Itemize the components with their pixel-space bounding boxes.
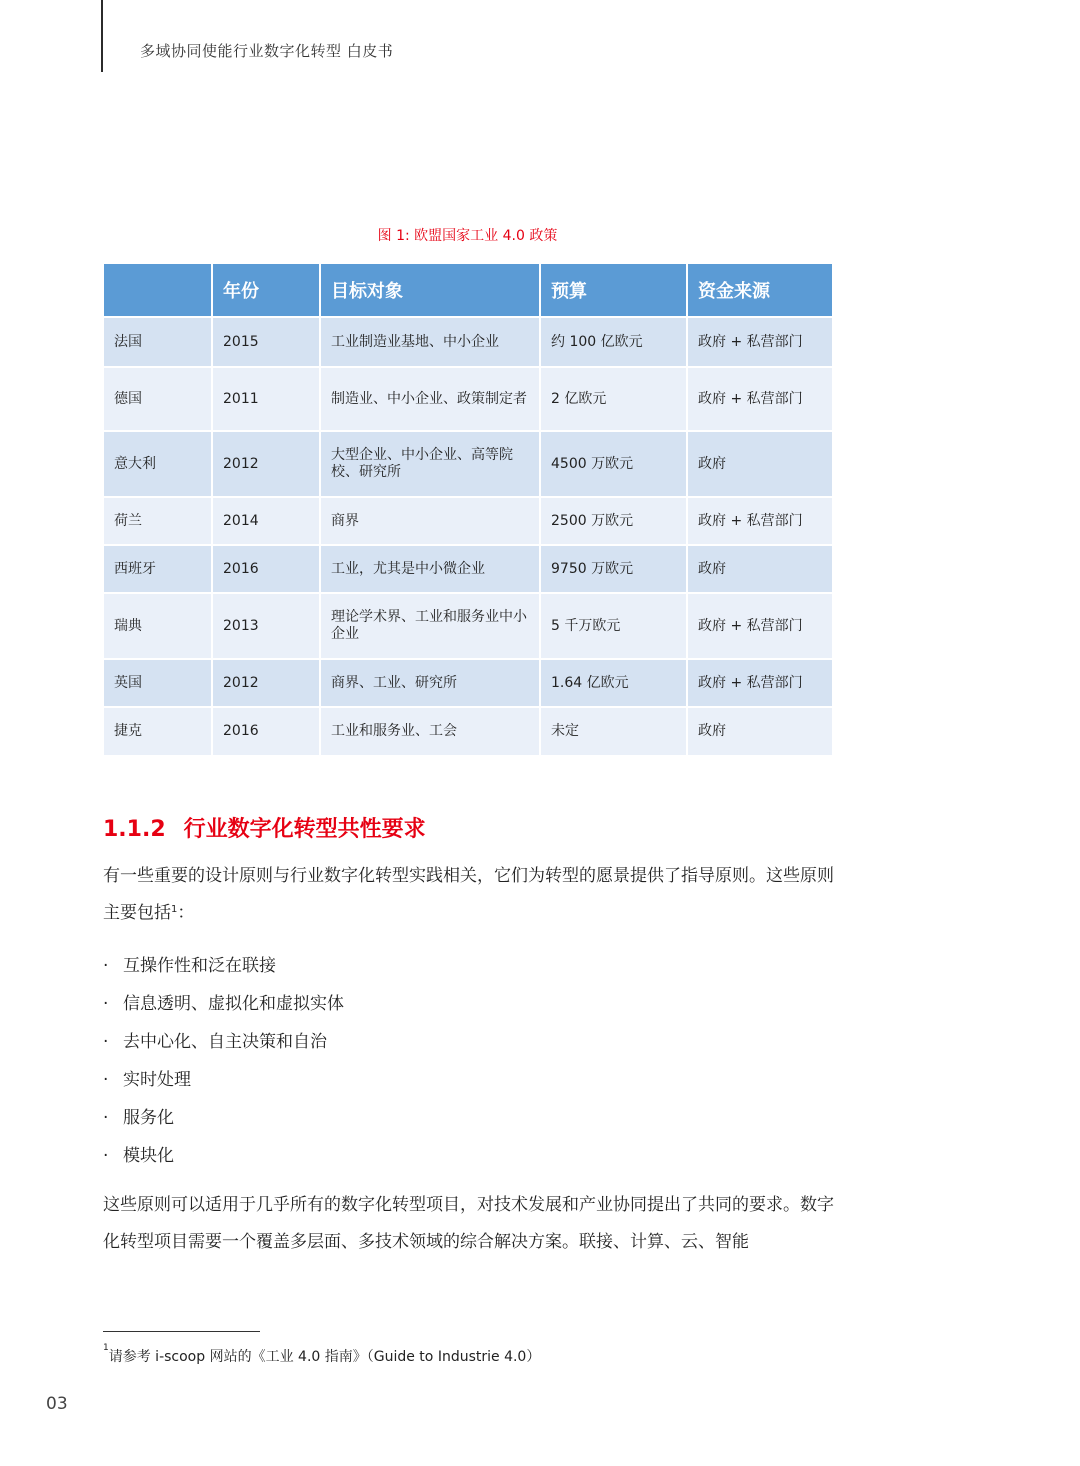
table-cell: 英国 — [104, 659, 212, 707]
bullet-marker: · — [103, 1146, 109, 1166]
intro-paragraph — [103, 858, 843, 932]
table-cell: 2012 — [212, 431, 320, 497]
footnote-marker: 1 — [103, 1343, 109, 1353]
table-cell: 2 亿欧元 — [540, 367, 687, 431]
table-header-cell: 资金来源 — [687, 264, 832, 317]
table-cell: 2016 — [212, 707, 320, 755]
table-cell: 工业制造业基地、中小企业 — [320, 317, 540, 367]
list-item — [103, 1061, 344, 1099]
table-cell: 法国 — [104, 317, 212, 367]
footnote-reference[interactable]: 1 — [171, 904, 178, 915]
table-header-cell — [104, 264, 212, 317]
page-number: 03 — [46, 1394, 68, 1414]
table-cell: 4500 万欧元 — [540, 431, 687, 497]
table-cell: 政府 — [687, 431, 832, 497]
list-item-text: 互操作性和泛在联接 — [123, 956, 276, 976]
bullet-marker: · — [103, 1070, 109, 1090]
table-cell: 商界 — [320, 497, 540, 545]
list-item-text: 实时处理 — [123, 1070, 191, 1090]
table-cell: 瑞典 — [104, 593, 212, 659]
figure-caption: 图 1: 欧盟国家工业 4.0 政策 — [377, 228, 558, 244]
table-cell: 德国 — [104, 367, 212, 431]
footnote-text: 请参考 i-scoop 网站的《工业 4.0 指南》（Guide to Industrie 4.0） — [108, 1349, 541, 1365]
principles-list — [103, 947, 344, 1175]
table-cell: 政府 + 私营部门 — [687, 317, 832, 367]
policy-table — [104, 264, 832, 755]
table-cell: 政府 + 私营部门 — [687, 367, 832, 431]
list-item — [103, 947, 344, 985]
list-item — [103, 1137, 344, 1175]
table-header-cell: 预算 — [540, 264, 687, 317]
list-item — [103, 1099, 344, 1137]
footnote — [103, 1343, 541, 1366]
table-cell: 2015 — [212, 317, 320, 367]
table-cell: 9750 万欧元 — [540, 545, 687, 593]
list-item-text: 去中心化、自主决策和自治 — [123, 1032, 327, 1052]
table-cell: 政府 — [687, 707, 832, 755]
table-cell: 约 100 亿欧元 — [540, 317, 687, 367]
table-cell: 意大利 — [104, 431, 212, 497]
table-row — [104, 431, 832, 497]
table-cell: 2012 — [212, 659, 320, 707]
section-number: 1.1.2 — [103, 817, 166, 842]
table-row — [104, 317, 832, 367]
section-heading — [103, 812, 426, 843]
table-row — [104, 545, 832, 593]
table-cell: 2011 — [212, 367, 320, 431]
table-cell: 捷克 — [104, 707, 212, 755]
table-cell: 荷兰 — [104, 497, 212, 545]
table-row — [104, 707, 832, 755]
bullet-marker: · — [103, 994, 109, 1014]
table-cell: 工业和服务业、工会 — [320, 707, 540, 755]
table-cell: 制造业、中小企业、政策制定者 — [320, 367, 540, 431]
table-header-cell: 目标对象 — [320, 264, 540, 317]
bullet-marker: · — [103, 1032, 109, 1052]
table-header-row — [104, 264, 832, 317]
table-row — [104, 659, 832, 707]
table-cell: 2016 — [212, 545, 320, 593]
table-cell: 商界、工业、研究所 — [320, 659, 540, 707]
table-cell: 政府 + 私营部门 — [687, 593, 832, 659]
footnote-divider — [103, 1331, 260, 1332]
header-title: 多域协同使能行业数字化转型 白皮书 — [140, 42, 394, 60]
intro-text: 有一些重要的设计原则与行业数字化转型实践相关，它们为转型的愿景提供了指导原则。这些原则主要包括 — [103, 866, 834, 923]
intro-end: ： — [177, 903, 195, 923]
table-cell: 工业，尤其是中小微企业 — [320, 545, 540, 593]
table-cell: 理论学术界、工业和服务业中小企业 — [320, 593, 540, 659]
bullet-marker: · — [103, 1108, 109, 1128]
table-cell: 2014 — [212, 497, 320, 545]
table-row — [104, 367, 832, 431]
table-cell: 政府 + 私营部门 — [687, 497, 832, 545]
table-cell: 大型企业、中小企业、高等院校、研究所 — [320, 431, 540, 497]
table-cell: 2500 万欧元 — [540, 497, 687, 545]
table-row — [104, 593, 832, 659]
table-cell: 1.64 亿欧元 — [540, 659, 687, 707]
table-cell: 2013 — [212, 593, 320, 659]
list-item — [103, 1023, 344, 1061]
section-title: 行业数字化转型共性要求 — [183, 817, 426, 842]
table-header-cell: 年份 — [212, 264, 320, 317]
list-item-text: 信息透明、虚拟化和虚拟实体 — [123, 994, 344, 1014]
table-cell: 未定 — [540, 707, 687, 755]
closing-paragraph: 这些原则可以适用于几乎所有的数字化转型项目，对技术发展和产业协同提出了共同的要求。数字化转型项目需要一个覆盖多层面、多技术领域的综合解决方案。联接、计算、云、智能 — [103, 1195, 834, 1252]
table-row — [104, 497, 832, 545]
table-cell: 5 千万欧元 — [540, 593, 687, 659]
list-item — [103, 985, 344, 1023]
list-item-text: 服务化 — [123, 1108, 174, 1128]
header-rule — [101, 0, 103, 72]
table-cell: 政府 — [687, 545, 832, 593]
list-item-text: 模块化 — [123, 1146, 174, 1166]
bullet-marker: · — [103, 956, 109, 976]
table-cell: 政府 + 私营部门 — [687, 659, 832, 707]
table-cell: 西班牙 — [104, 545, 212, 593]
